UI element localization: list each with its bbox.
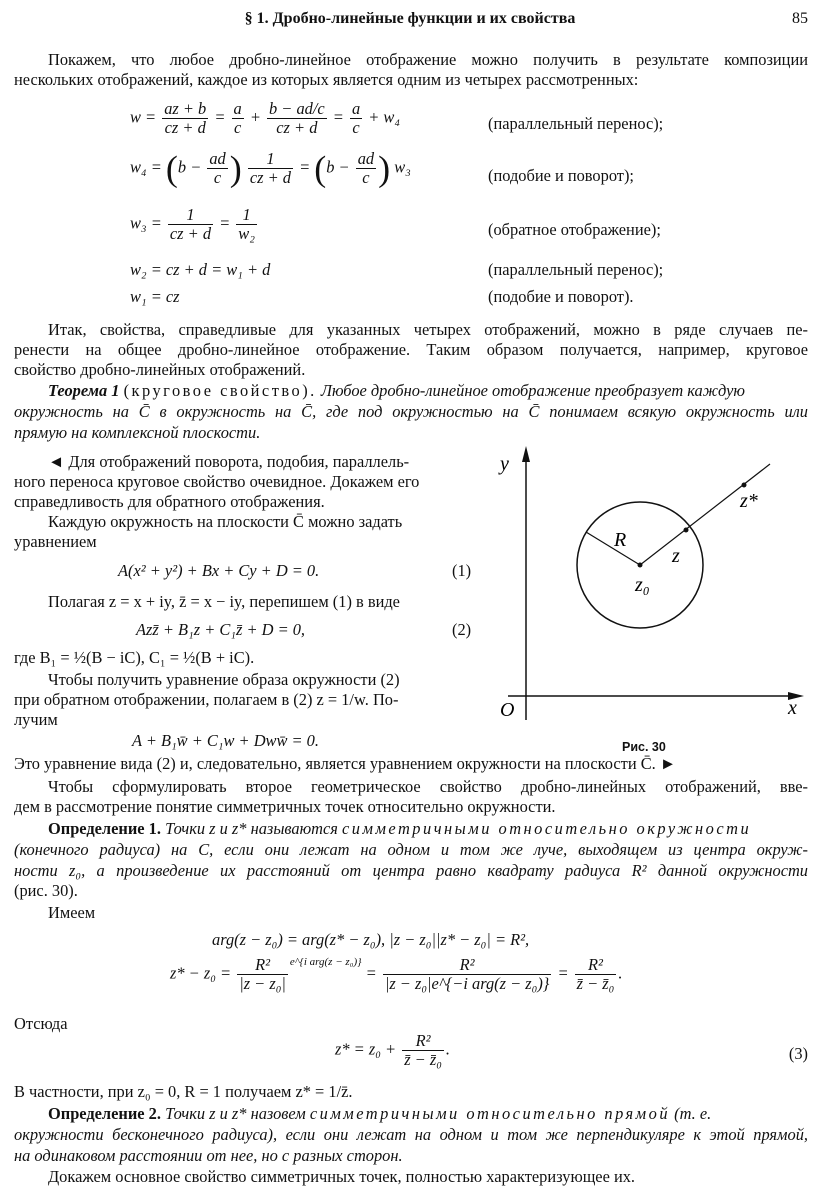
formula-1-label: (параллельный перенос); [488, 114, 664, 133]
equation-3-tag: (3) [788, 1044, 808, 1063]
intro-line-1: Покажем, что любое дробно-линейное отображение можно получить в результате композиции [48, 50, 808, 69]
frac-num: R² [383, 956, 552, 975]
formula-3-label: (обратное отображение); [488, 220, 661, 239]
axis-x-label: x [788, 697, 797, 719]
def1-label: Определение 1. [48, 819, 161, 838]
formula-2-frac-a [207, 150, 227, 187]
formula-4-label: (параллельный перенос); [488, 260, 664, 279]
center-point [638, 563, 643, 568]
formula-3-lhs: w₃ = [130, 213, 162, 233]
frac-den: cz + d [276, 118, 318, 137]
proof-line-5: уравнением [14, 532, 97, 551]
def2-text-1a: Точки z и z* назовем [165, 1104, 306, 1123]
para1-line-1: Итак, свойства, справедливые для указанных четырех отображений, можно в ряде случаев пе- [48, 320, 808, 339]
radius-line [586, 532, 640, 565]
para1-line-3: свойство дробно-линейных отображений. [14, 360, 306, 379]
theorem-line-2: окружность на C̄ в окружность на C̄, где под окружностью на C̄ понимаем всякую окружность или [14, 402, 808, 421]
formula-1-frac-4 [350, 100, 362, 137]
formula-3: w₃ = $\frac{1}{cz + d}$ = $\frac{1}{\text{w₂}}$ [130, 205, 255, 243]
para2-line-1: Чтобы сформулировать второе геометрическое свойство дробно-линейных отображений, вве- [48, 777, 808, 796]
frac-num: R² [575, 956, 617, 975]
frac-den: cz + d [164, 118, 206, 137]
theorem-line-3: прямую на комплексной плоскости. [14, 423, 261, 442]
proof-line-2: ного переноса круговое свойство очевидное. Докажем его [14, 472, 420, 491]
frac-den: z̄ − z̄₀ [404, 1050, 442, 1069]
def1-line-3: ности z₀, а произведение их расстояний от центра равно квадрату радиуса R² данной окружности [14, 861, 808, 880]
def1-text-1a: Точки z и z* называются [165, 819, 338, 838]
frac-num: R² [237, 956, 288, 975]
equals-sign: = [332, 107, 344, 127]
intro-line-2: нескольких отображений, каждое из которых является одним из четырех рассмотренных: [14, 70, 639, 89]
frac-den: c [213, 168, 222, 187]
plus-sign: + [249, 107, 261, 127]
axis-y-label: y [500, 453, 509, 475]
def1-line-2: (конечного радиуса) на C, если они лежат на одном и том же луче, выходящем из центра окруж- [14, 840, 808, 859]
have-label: Имеем [48, 903, 96, 922]
frac-den: |z − z₀| [239, 974, 286, 993]
frac-num: 1 [236, 206, 257, 225]
def2-line-3: на одинаковом расстоянии от нее, но с разных сторон. [14, 1146, 403, 1165]
frac-num: 1 [248, 150, 293, 169]
formula-1-frac-2 [232, 100, 244, 137]
equation-2: Azz̄ + B₁z + C₁z̄ + D = 0, [136, 620, 306, 639]
proof-line-3: справедливость для обратного отображения. [14, 492, 325, 511]
formula-5: w₁ = cz [130, 287, 180, 306]
def1-line-4: (рис. 30). [14, 881, 78, 900]
theorem-text-1: Любое дробно-линейное отображение преобразует каждую [320, 381, 745, 400]
eq2-lhs: z* − z₀ = [170, 963, 232, 983]
formula-1-tail: + w₄ [368, 107, 401, 127]
formula-5-label: (подобие и поворот). [488, 287, 634, 306]
equation-1-tag: (1) [452, 561, 472, 580]
frac-num: ad [357, 149, 375, 168]
eq2-exponent: e^{i arg(z − z₀)} [289, 956, 362, 968]
proof-line-1: ◄ Для отображений поворота, подобия, параллель- [48, 452, 410, 471]
frac-den: cz + d [169, 224, 212, 243]
para2-line-2: дем в рассмотрение понятие симметричных точек относительно окружности. [14, 797, 556, 816]
proof-line-10: лучим [14, 710, 58, 729]
figure-30 [490, 440, 810, 750]
y-axis-arrow-icon [522, 446, 530, 462]
ray-line [640, 464, 770, 565]
equation-image: A + B₁w̄ + C₁w + Dww̄ = 0. [132, 731, 319, 750]
proof-line-7: где B₁ = ½(B − iC), C₁ = ½(B + iC). [14, 648, 255, 667]
equation-3: z* = z₀ + $\frac{\text{R²}}{\text{z̄ − z̄₀}}$ . [335, 1031, 451, 1069]
section-title: § 1. Дробно-линейные функции и их свойства [244, 10, 576, 27]
frac-den: c [352, 118, 360, 137]
formula-2-frac-mid [248, 150, 293, 187]
theorem-name: (круговое свойство). [123, 381, 317, 400]
frac-den: |z − z₀|e^{−i arg(z − z₀)} [384, 974, 550, 993]
frac-num: R² [402, 1032, 444, 1051]
formula-1-frac-3 [267, 100, 327, 137]
frac-den: w₂ [238, 224, 255, 243]
eq2-frac-3 [575, 956, 617, 993]
frac-den: c [362, 168, 370, 187]
z0-label: z₀ [635, 574, 650, 596]
proof-line-9: при обратном отображении, полагаем в (2) z = 1/w. По- [14, 690, 399, 709]
equation-1: A(x² + y²) + Bx + Cy + D = 0. [118, 561, 320, 580]
eq2-frac-1 [237, 956, 288, 993]
origin-label: O [500, 699, 515, 721]
def2-label: Определение 2. [48, 1104, 161, 1123]
formula-2-label: (подобие и поворот); [488, 166, 634, 185]
equation-2-tag: (2) [452, 620, 472, 639]
figure-caption: Рис. 30 [622, 740, 666, 754]
frac-den: c [233, 118, 242, 137]
formula-1-lhs: w = [130, 107, 157, 127]
theorem-label: Теорема 1 [48, 381, 120, 400]
def1-line-1 [48, 819, 808, 839]
proof-line-6: Полагая z = x + iy, z̄ = x − iy, перепишем (1) в виде [48, 592, 400, 611]
z-label: z [672, 545, 680, 567]
def2-text-1c: (т. е. [674, 1104, 712, 1123]
frac-num: ad [209, 149, 226, 168]
theorem-line-1 [48, 381, 808, 401]
def2-line-1 [48, 1104, 808, 1124]
proof-line-4: Каждую окружность на плоскости C̄ можно задать [48, 512, 403, 531]
formula-2-frac-b [356, 150, 376, 187]
formula-2-tail: w₃ [394, 157, 411, 177]
frac-num: b − ad/c [269, 99, 325, 118]
formula-2-lhs: w₄ = [130, 157, 162, 177]
hence-label: Отсюда [14, 1014, 68, 1033]
frac-num: a [233, 99, 242, 118]
frac-num: a [351, 99, 361, 118]
eq3-lhs: z* = z₀ + [335, 1039, 397, 1059]
radius-label: R [614, 529, 627, 551]
frac-den: cz + d [249, 168, 291, 187]
eq2-frac-2 [383, 956, 552, 993]
proof-line-11: Это уравнение вида (2) и, следовательно, является уравнением окружности на плоскости C̄. ► [14, 754, 677, 773]
def2-text-1b: симметричными относительно прямой [309, 1104, 671, 1123]
derivation-eq-1: arg(z − z₀) = arg(z* − z₀), |z − z₀||z* − z₀| = R², [212, 930, 530, 949]
frac-num: az + b [164, 99, 207, 118]
def2-line-2: окружности бесконечного радиуса), если они лежат на одном и том же перпендикуляре к этой прямой, [14, 1125, 808, 1144]
z-star-label: z* [740, 490, 758, 512]
frac-den: z̄ − z̄₀ [576, 974, 615, 993]
point-z [684, 528, 689, 533]
formula-4: w₂ = cz + d = w₁ + d [130, 260, 271, 279]
proof-line-8: Чтобы получить уравнение образа окружности (2) [48, 670, 400, 689]
eq3-frac [402, 1032, 444, 1069]
para1-line-2: ренести на общее дробно-линейное отображение. Таким образом получается, например, круговое [14, 340, 808, 359]
final-line: Докажем основное свойство симметричных точек, полностью характеризующее их. [48, 1167, 636, 1186]
equals-sign: = [214, 107, 226, 127]
formula-3-frac-1 [168, 206, 213, 243]
derivation-eq-2: z* − z₀ = $\frac{\text{R²}}{\text{|z − z₀|}}$ $^{e\^{}\{i arg(z - z_0)\}}$ = $\frac{\text{R²}}{\text{|z − z₀|e\textasciicircum{}\{−i arg(z − z₀)\}}}$ = $\frac{\text{R²}}{\text{z̄ − z̄₀}}$ . [170, 955, 623, 993]
frac-num: 1 [168, 206, 213, 225]
formula-2: w₄ = (b − $\frac{ad}{c}$ ) $\frac{1}{cz + d}$ = (b − $\frac{ad}{c}$ ) w₃ [130, 148, 411, 189]
def1-text-1b: симметричными относительно окружности [342, 819, 752, 838]
formula-1 [130, 100, 400, 137]
point-z-star [742, 483, 747, 488]
page-number: 85 [792, 10, 808, 27]
particular-case: В частности, при z₀ = 0, R = 1 получаем z* = 1/z̄. [14, 1082, 353, 1101]
formula-3-frac-2 [236, 206, 257, 243]
formula-1-frac-1 [162, 100, 208, 137]
